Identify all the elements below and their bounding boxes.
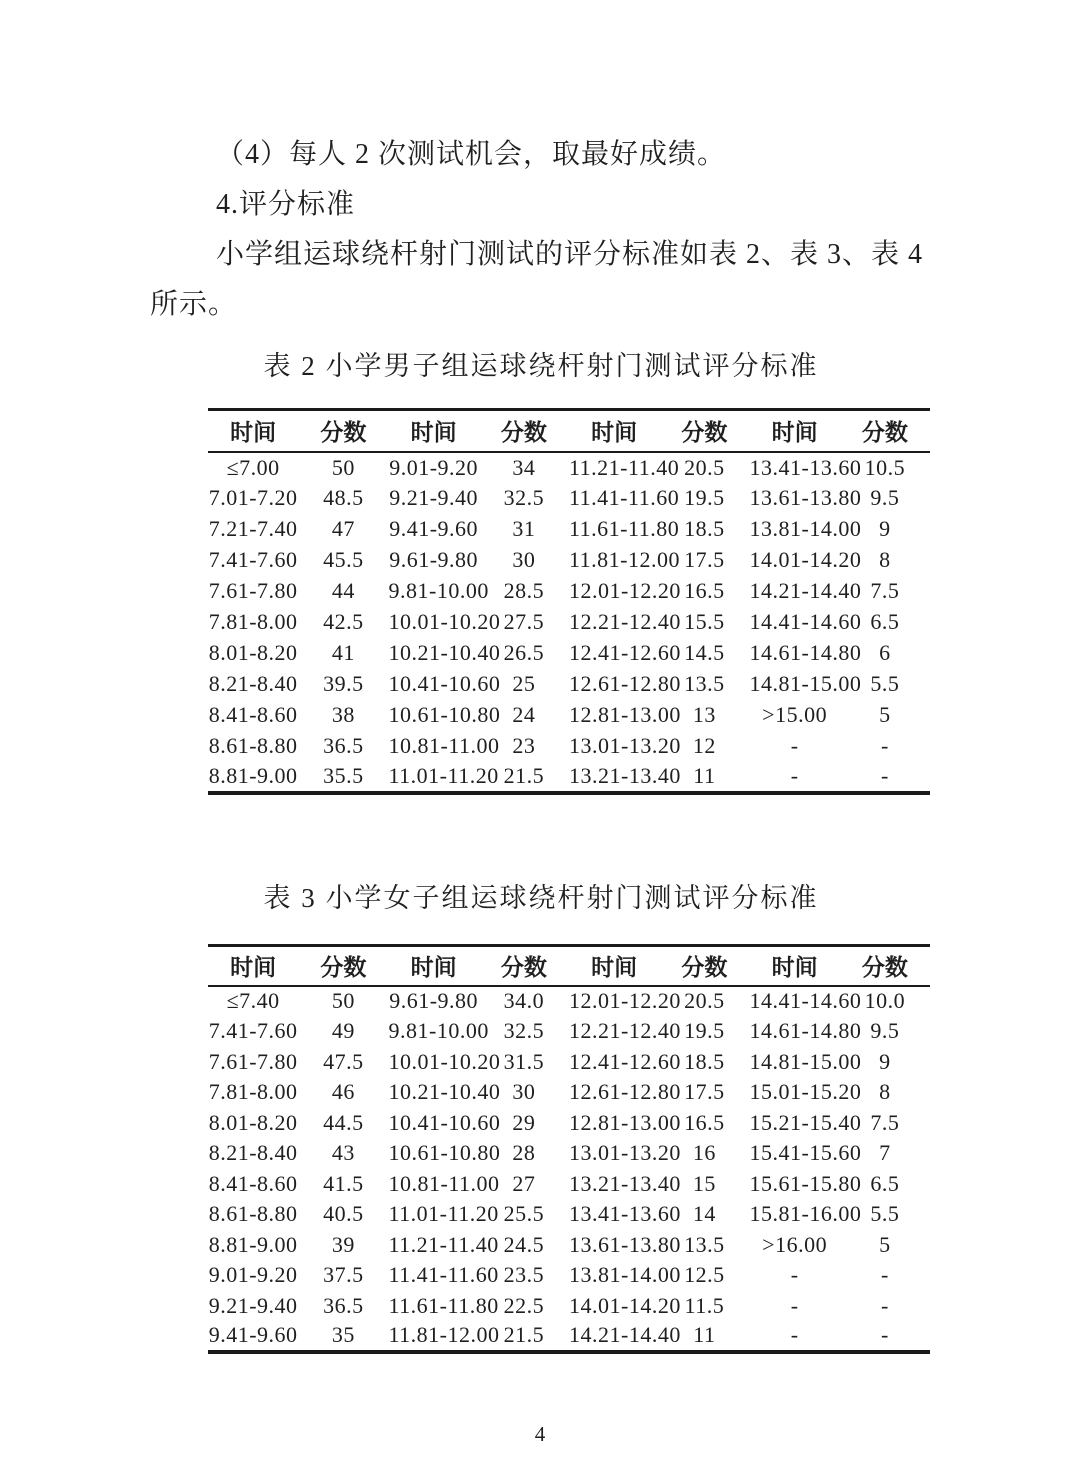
table-cell: - [790, 733, 799, 758]
table-cell: 10.01-10.20 [388, 609, 501, 634]
table-cell: 8 [879, 547, 891, 572]
table-cell: 9 [879, 1048, 891, 1074]
table-row [208, 1138, 930, 1169]
table-cell: 7.01-7.20 [208, 485, 298, 510]
table-cell: 29 [512, 1109, 536, 1135]
table-cell: 14.21-14.40 [749, 578, 862, 603]
table-cell: 11 [693, 763, 716, 788]
table-cell: 11.01-11.20 [388, 1201, 499, 1227]
table-cell: 13.01-13.20 [569, 1140, 681, 1166]
table-cell: 12.41-12.60 [569, 640, 681, 665]
table-cell: 11.41-11.60 [569, 485, 680, 510]
table-cell: 8.41-8.60 [208, 702, 298, 727]
table-cell: 12.21-12.40 [569, 1018, 681, 1044]
table-cell: 7 [879, 1140, 891, 1166]
table-row [208, 1169, 930, 1200]
table-cell: 13.61-13.80 [749, 485, 862, 510]
section-heading: 4.评分标准 [216, 189, 356, 220]
header-cell: 时间 [230, 419, 277, 446]
table-cell: 47.5 [323, 1048, 364, 1074]
table-cell: 25.5 [503, 1201, 545, 1227]
table-cell: 14.01-14.20 [749, 547, 862, 572]
table-cell: 32.5 [503, 1018, 545, 1044]
table-cell: 14.81-15.00 [749, 1048, 862, 1074]
score-table-girls [208, 944, 930, 1354]
table-cell: 32.5 [503, 485, 545, 510]
table-cell: 11.21-11.40 [569, 454, 680, 480]
table-cell: 11.61-11.80 [388, 1292, 499, 1318]
table-row [208, 762, 930, 793]
table-cell: 41.5 [323, 1170, 364, 1196]
header-cell: 时间 [591, 954, 638, 981]
table-cell: 13.61-13.80 [569, 1231, 681, 1257]
table-cell: 27 [512, 1170, 536, 1196]
paragraph-line: （4）每人 2 次测试机会，取最好成绩。 [216, 139, 727, 170]
table-cell: - [790, 763, 799, 788]
header-cell: 分数 [500, 954, 547, 981]
table-cell: 8.61-8.80 [208, 733, 298, 758]
table-cell: 18.5 [684, 516, 725, 541]
table-cell: 18.5 [684, 1048, 725, 1074]
table-cell: 9.61-9.80 [389, 988, 479, 1014]
table-cell: 13.81-14.00 [569, 1262, 681, 1288]
table-cell: 40.5 [323, 1201, 364, 1227]
paragraph-line: 小学组运球绕杆射门测试的评分标准如表 2、表 3、表 4 [216, 239, 924, 270]
table-cell: 34.0 [503, 988, 545, 1014]
header-cell: 分数 [500, 419, 547, 446]
table-cell: 5.5 [870, 671, 900, 696]
body-text [150, 130, 934, 330]
table-cell: 13.21-13.40 [569, 763, 681, 788]
table-cell: 9.01-9.20 [208, 1262, 298, 1288]
table-cell: 11.5 [684, 1292, 725, 1318]
table-row [208, 483, 930, 514]
table-cell: 9 [879, 516, 891, 541]
table2-body [208, 452, 930, 793]
table-cell: 50 [331, 454, 355, 480]
table-cell: 10.21-10.40 [388, 1079, 501, 1105]
table-cell: 28 [512, 1140, 536, 1166]
table-cell: 12.81-13.00 [569, 702, 681, 727]
table-cell: 10.01-10.20 [388, 1048, 501, 1074]
table-cell: >15.00 [762, 702, 828, 727]
table-cell: 13.41-13.60 [569, 1201, 681, 1227]
table-cell: 14.21-14.40 [569, 1322, 681, 1348]
table-row [208, 576, 930, 607]
header-cell: 时间 [771, 419, 818, 446]
table3-header [208, 946, 930, 986]
table-cell: - [880, 1322, 889, 1348]
table-row [208, 700, 930, 731]
table-cell: 13.5 [684, 1231, 725, 1257]
table-cell: 7.61-7.80 [208, 578, 298, 603]
table-cell: 9.81-10.00 [388, 578, 489, 603]
table-cell: 8.21-8.40 [208, 1140, 298, 1166]
table-cell: 15.21-15.40 [749, 1109, 862, 1135]
table-cell: 11.41-11.60 [388, 1262, 499, 1288]
table-cell: 27.5 [503, 609, 545, 634]
table-cell: 20.5 [684, 988, 725, 1014]
table-cell: 24 [512, 702, 536, 727]
score-table-boys [208, 408, 930, 795]
header-row [208, 946, 930, 986]
table-cell: 41 [331, 640, 355, 665]
table-cell: 15.81-16.00 [749, 1201, 862, 1227]
table-cell: 50 [331, 988, 355, 1014]
table-cell: 15 [692, 1170, 716, 1196]
table-cell: 11.61-11.80 [569, 516, 680, 541]
table-cell: 14.01-14.20 [569, 1292, 681, 1318]
table-cell: 7.81-8.00 [208, 1079, 298, 1105]
table-cell: 24.5 [503, 1231, 545, 1257]
table-cell: 42.5 [323, 609, 364, 634]
table-cell: 7.41-7.60 [208, 547, 298, 572]
table-cell: 35 [331, 1322, 355, 1348]
table-cell: 14.41-14.60 [749, 988, 862, 1014]
table-cell: 5 [879, 1231, 891, 1257]
table-cell: 30 [512, 1079, 536, 1105]
table-cell: 9.41-9.60 [208, 1322, 298, 1348]
table-cell: 30 [512, 547, 536, 572]
table-row [208, 1260, 930, 1291]
header-cell: 时间 [410, 419, 457, 446]
table-cell: 15.01-15.20 [749, 1079, 862, 1105]
table-cell: 8.01-8.20 [208, 640, 298, 665]
table-cell: 39 [331, 1231, 355, 1257]
table-cell: 16.5 [684, 1109, 725, 1135]
table-cell: 8.61-8.80 [208, 1201, 298, 1227]
table-cell: 9.5 [870, 1018, 900, 1044]
table-cell: 10.81-11.00 [388, 733, 500, 758]
table-cell: 19.5 [684, 485, 725, 510]
table2 [208, 408, 930, 795]
table-cell: - [790, 1262, 799, 1288]
table-cell: 43 [331, 1140, 355, 1166]
table-cell: 12 [692, 733, 716, 758]
table-cell: 13.41-13.60 [749, 454, 862, 480]
table-cell: 16.5 [684, 578, 725, 603]
table-cell: 8 [879, 1079, 891, 1105]
header-cell: 分数 [320, 419, 367, 446]
paragraph-line: 所示。 [150, 289, 238, 320]
table-cell: 47 [331, 516, 355, 541]
table-cell: 10.41-10.60 [388, 1109, 501, 1135]
table-cell: >16.00 [762, 1231, 828, 1257]
table-cell: 14.41-14.60 [749, 609, 862, 634]
table-cell: - [880, 763, 889, 788]
table-cell: - [790, 1322, 799, 1348]
table-cell: 22.5 [503, 1292, 545, 1318]
table-cell: - [880, 1262, 889, 1288]
header-cell: 分数 [861, 954, 908, 981]
table-cell: 9.21-9.40 [208, 1292, 298, 1318]
table-cell: 11.01-11.20 [388, 763, 499, 788]
table-cell: 21.5 [503, 1322, 545, 1348]
table-cell: 10.61-10.80 [388, 702, 501, 727]
table-cell: 13 [692, 702, 716, 727]
table-cell: 5.5 [870, 1201, 900, 1227]
table-cell: 20.5 [684, 454, 725, 480]
table-cell: 31.5 [503, 1048, 545, 1074]
table-cell: 39.5 [323, 671, 364, 696]
table-cell: 15.61-15.80 [749, 1170, 862, 1196]
table-row [208, 986, 930, 1017]
table-cell: 10.81-11.00 [388, 1170, 500, 1196]
table-cell: 11.81-12.00 [569, 547, 681, 572]
table-cell: 7.21-7.40 [208, 516, 298, 541]
table-row [208, 1291, 930, 1322]
table-cell: 12.81-13.00 [569, 1109, 681, 1135]
table-row [208, 607, 930, 638]
table-cell: 14.5 [684, 640, 725, 665]
table-cell: 13.5 [684, 671, 725, 696]
header-cell: 分数 [681, 419, 728, 446]
table-cell: 9.01-9.20 [389, 454, 479, 480]
table-cell: 44 [331, 578, 355, 603]
table-row [208, 731, 930, 762]
table-cell: 9.81-10.00 [388, 1018, 489, 1044]
table-cell: 10.0 [864, 988, 906, 1014]
header-cell: 时间 [591, 419, 638, 446]
table-cell: 12.5 [684, 1262, 725, 1288]
table3-caption: 表 3 小学女子组运球绕杆射门测试评分标准 [263, 883, 819, 913]
table-cell: 11.21-11.40 [388, 1231, 499, 1257]
table-cell: 46 [331, 1079, 355, 1105]
table-cell: 48.5 [323, 485, 364, 510]
table-cell: ≤7.00 [226, 454, 280, 480]
table-cell: 14 [692, 1201, 716, 1227]
table-row [208, 452, 930, 483]
table-cell: 36.5 [323, 1292, 364, 1318]
table-cell: 12.41-12.60 [569, 1048, 681, 1074]
table-cell: 9.41-9.60 [389, 516, 479, 541]
table-cell: 16 [692, 1140, 716, 1166]
table-cell: 13.81-14.00 [749, 516, 862, 541]
table-cell: 6.5 [870, 1170, 900, 1196]
table-cell: ≤7.40 [226, 988, 280, 1014]
table-cell: - [880, 1292, 889, 1318]
header-cell: 分数 [681, 954, 728, 981]
table-row [208, 669, 930, 700]
table-row [208, 1108, 930, 1139]
table-cell: 23.5 [503, 1262, 545, 1288]
table-cell: 17.5 [684, 547, 725, 572]
table-cell: 8.81-9.00 [208, 1231, 298, 1257]
table-cell: 12.21-12.40 [569, 609, 681, 634]
table-cell: 13.21-13.40 [569, 1170, 681, 1196]
table-cell: 36.5 [323, 733, 364, 758]
table-cell: 7.5 [870, 578, 900, 603]
table2-header [208, 410, 930, 452]
table-cell: 38 [331, 702, 355, 727]
table-cell: 5 [879, 702, 891, 727]
table-cell: 26.5 [503, 640, 545, 665]
table-cell: 8.01-8.20 [208, 1109, 298, 1135]
table-cell: 23 [512, 733, 536, 758]
table-row [208, 1199, 930, 1230]
table-cell: 7.41-7.60 [208, 1018, 298, 1044]
table-cell: 10.5 [864, 454, 906, 480]
table-cell: 14.61-14.80 [749, 1018, 862, 1044]
table-cell: 7.5 [870, 1109, 900, 1135]
table-cell: 12.01-12.20 [569, 578, 681, 603]
table-cell: 7.81-8.00 [208, 609, 298, 634]
table-cell: 8.21-8.40 [208, 671, 298, 696]
table-cell: 8.41-8.60 [208, 1170, 298, 1196]
table-row [208, 1047, 930, 1078]
table-row [208, 1321, 930, 1352]
table-cell: 44.5 [323, 1109, 364, 1135]
page-number: 4 [534, 1422, 546, 1446]
table-row [208, 638, 930, 669]
table-cell: 9.5 [870, 485, 900, 510]
table-row [208, 1230, 930, 1261]
table-cell: 12.01-12.20 [569, 988, 681, 1014]
table-cell: 15.5 [684, 609, 725, 634]
table3-body [208, 986, 930, 1352]
table-cell: 45.5 [323, 547, 364, 572]
table-cell: 19.5 [684, 1018, 725, 1044]
table-cell: 12.61-12.80 [569, 1079, 681, 1105]
table-cell: 21.5 [503, 763, 545, 788]
table-cell: 10.21-10.40 [388, 640, 501, 665]
table-cell: 14.81-15.00 [749, 671, 862, 696]
table-cell: 17.5 [684, 1079, 725, 1105]
table-cell: 15.41-15.60 [749, 1140, 862, 1166]
table-cell: 13.01-13.20 [569, 733, 681, 758]
table-row [208, 1016, 930, 1047]
table-cell: 9.61-9.80 [389, 547, 479, 572]
table-cell: - [790, 1292, 799, 1318]
header-cell: 时间 [230, 954, 277, 981]
table-cell: 8.81-9.00 [208, 763, 298, 788]
table-cell: 11 [693, 1322, 716, 1348]
table-cell: 6.5 [870, 609, 900, 634]
table-cell: 31 [512, 516, 536, 541]
table-cell: 14.61-14.80 [749, 640, 862, 665]
table3 [208, 944, 930, 1354]
header-cell: 时间 [771, 954, 818, 981]
table-cell: 10.61-10.80 [388, 1140, 501, 1166]
table-cell: 7.61-7.80 [208, 1048, 298, 1074]
header-row [208, 410, 930, 452]
table-cell: 49 [331, 1018, 355, 1044]
table-cell: 6 [879, 640, 891, 665]
table-cell: 9.21-9.40 [389, 485, 479, 510]
table-cell: 28.5 [503, 578, 545, 603]
table-cell: 25 [512, 671, 536, 696]
table-row [208, 545, 930, 576]
header-cell: 分数 [861, 419, 908, 446]
table-row [208, 1077, 930, 1108]
table-cell: 10.41-10.60 [388, 671, 501, 696]
table-cell: - [880, 733, 889, 758]
table-cell: 12.61-12.80 [569, 671, 681, 696]
header-cell: 分数 [320, 954, 367, 981]
table-cell: 34 [512, 454, 536, 480]
table-cell: 35.5 [323, 763, 364, 788]
table2-caption: 表 2 小学男子组运球绕杆射门测试评分标准 [263, 351, 819, 381]
table-cell: 37.5 [323, 1262, 364, 1288]
table-cell: 11.81-12.00 [388, 1322, 500, 1348]
header-cell: 时间 [410, 954, 457, 981]
table-row [208, 514, 930, 545]
